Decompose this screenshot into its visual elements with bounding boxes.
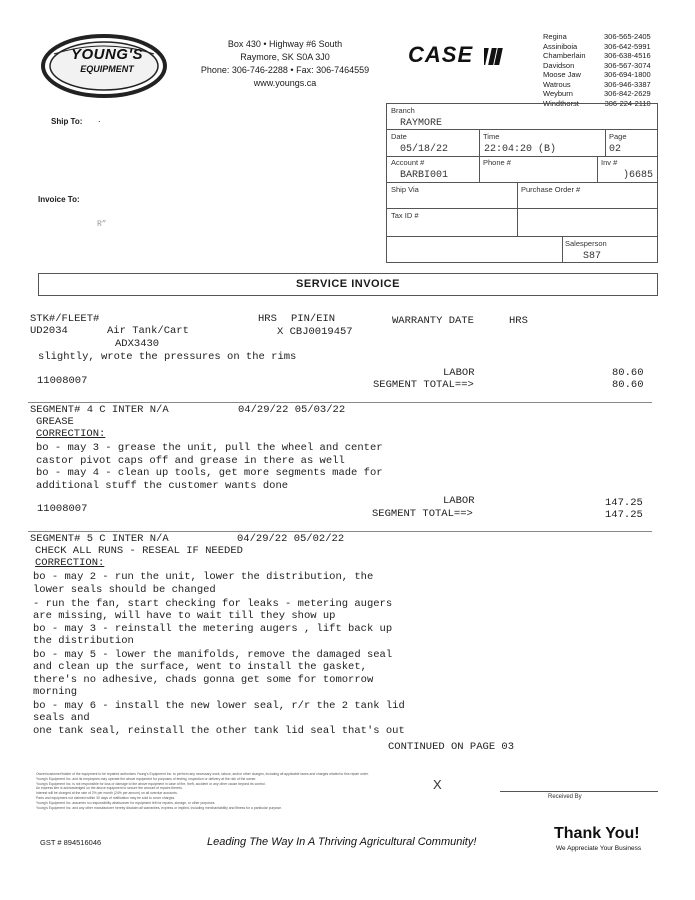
model-number: ADX3430 bbox=[115, 338, 160, 350]
segment-dates: 04/29/22 05/02/22 bbox=[237, 533, 345, 545]
carry-over-line: slightly, wrote the pressures on the rims bbox=[38, 351, 297, 363]
case-ih-mark-icon bbox=[484, 47, 508, 67]
inv-value: )6685 bbox=[623, 170, 654, 181]
section-divider bbox=[28, 531, 652, 532]
company-address bbox=[180, 38, 390, 90]
date-label: Date bbox=[391, 132, 407, 141]
correction-line: bo - may 3 - reinstall the metering augers , lift back up bbox=[33, 623, 393, 635]
correction-line: castor pivot caps off and grease in there as well bbox=[36, 455, 345, 467]
labor-amount: 80.60 bbox=[612, 367, 644, 379]
page-label: Page bbox=[609, 132, 627, 141]
location-name: Assiniboia bbox=[543, 41, 578, 51]
logo-text-primary: YOUNG'S bbox=[70, 46, 144, 63]
thank-you: Thank You! bbox=[554, 825, 640, 842]
page-value: 02 bbox=[609, 144, 622, 155]
website: www.youngs.ca bbox=[253, 78, 317, 88]
correction-line: seals and bbox=[33, 712, 90, 724]
labor-label: LABOR bbox=[443, 495, 475, 507]
time-value: 22:04:20 (B) bbox=[484, 144, 557, 155]
segment-total-label: SEGMENT TOTAL==> bbox=[372, 508, 473, 520]
ship-via-label: Ship Via bbox=[391, 185, 419, 194]
correction-line: additional stuff the customer wants done bbox=[36, 480, 289, 492]
terms-paragraph: Interest will be charged at the rate of 2% per month (24% per annum) on all overdue accounts. bbox=[36, 791, 178, 796]
correction-label: CORRECTION: bbox=[35, 557, 105, 569]
terms-paragraph: An express lien is acknowledged on the above equipment to secure the amount of repairs thereto. bbox=[36, 786, 183, 791]
labor-label: LABOR bbox=[443, 367, 475, 379]
phone-line: Phone: 306-746-2288 • Fax: 306-7464559 bbox=[200, 65, 370, 75]
salesperson-label: Salesperson bbox=[565, 239, 607, 248]
inv-label: Inv # bbox=[601, 158, 618, 167]
received-by-label: Received By bbox=[548, 794, 582, 800]
branch-value: RAYMORE bbox=[400, 118, 443, 129]
po-label: Purchase Order # bbox=[521, 185, 581, 194]
segment-header: SEGMENT# 4 C INTER N/A bbox=[30, 404, 169, 416]
pin-header: PIN/EIN bbox=[291, 313, 336, 325]
slogan: Leading The Way In A Thriving Agricultural Community! bbox=[207, 836, 477, 848]
terms-paragraph: Young's Equipment Inc. is not responsible for loss or damage to the above equipment in case of fire, theft, accident or any other cause beyond its control. bbox=[36, 781, 266, 786]
correction-line: bo - may 5 - lower the manifolds, remove the damaged seal bbox=[33, 649, 393, 661]
correction-line: are missing, will have to wait till they show up bbox=[33, 610, 336, 622]
correction-line: bo - may 6 - install the new lower seal, r/r the 2 tank lid bbox=[33, 700, 405, 712]
correction-line: bo - may 3 - grease the unit, pull the wheel and center bbox=[36, 442, 383, 454]
address-line1: Box 430 • Highway #6 South bbox=[227, 39, 343, 49]
correction-line: bo - may 2 - run the unit, lower the distribution, the bbox=[33, 571, 374, 583]
location-name: Watrous bbox=[543, 79, 571, 89]
correction-label: CORRECTION: bbox=[36, 428, 106, 440]
location-phone: 306-567-3074 bbox=[604, 60, 651, 70]
segment-dates: 04/29/22 05/03/22 bbox=[238, 404, 346, 416]
location-name: Chamberlain bbox=[543, 51, 586, 60]
invoice-to-value: R” bbox=[97, 220, 107, 229]
correction-line: one tank seal, reinstall the other tank lid seal that's out bbox=[33, 725, 405, 737]
continued-note: CONTINUED ON PAGE 03 bbox=[388, 741, 515, 753]
hrs2-header: HRS bbox=[509, 315, 528, 327]
address-line2: Raymore, SK S0A 3J0 bbox=[240, 52, 330, 62]
segment-code: 11008007 bbox=[37, 503, 88, 515]
tax-id-label: Tax ID # bbox=[391, 211, 419, 220]
location-phone: 306-224-2110 bbox=[604, 98, 651, 108]
terms-paragraph: Parts and equipment not claimed within 30 days of notification may be sold to cover charges. bbox=[36, 795, 176, 800]
location-phone: 306-946-3387 bbox=[604, 79, 651, 89]
gst-number: GST # 894516046 bbox=[40, 838, 102, 847]
invoice-to-label: Invoice To: bbox=[38, 195, 80, 204]
location-name: Weyburn bbox=[543, 89, 573, 98]
ship-to-label: Ship To: bbox=[51, 117, 83, 126]
location-phones bbox=[604, 32, 651, 108]
segment-total-label: SEGMENT TOTAL==> bbox=[373, 379, 474, 391]
signature-x-mark: X bbox=[433, 777, 442, 792]
warranty-date-header: WARRANTY DATE bbox=[392, 315, 474, 327]
location-name: Regina bbox=[543, 32, 567, 41]
segment-total: 80.60 bbox=[612, 379, 644, 391]
salesperson-value: S87 bbox=[583, 251, 602, 262]
terms-paragraph: Young's Equipment Inc. assumes no responsibility whatsoever for equipment left for repairs, storage, or other purposes. bbox=[36, 800, 216, 805]
location-phone: 306-565-2405 bbox=[604, 32, 651, 41]
location-phone: 306-694-1800 bbox=[604, 70, 651, 79]
correction-line: morning bbox=[33, 686, 78, 698]
terms-paragraph: Young's Equipment Inc. and its employees may operate the above equipment for purposes of testing, inspection or delivery at the risk of the owner. bbox=[36, 776, 257, 781]
invoice-header-box bbox=[386, 103, 658, 263]
segment-code: 11008007 bbox=[37, 375, 88, 387]
phone-label: Phone # bbox=[483, 158, 511, 167]
location-phone: 306-642-5991 bbox=[604, 41, 651, 51]
branch-label: Branch bbox=[391, 106, 415, 115]
thank-you-subtitle: We Appreciate Your Business bbox=[556, 845, 642, 852]
location-name: Davidson bbox=[543, 60, 575, 70]
received-by-line bbox=[500, 791, 658, 792]
terms-paragraph: Young's Equipment Inc. and any other manufacturer hereby disclaim all warranties, express or implied, including merchantability and fitness for a particular purpose. bbox=[36, 805, 282, 810]
date-value: 05/18/22 bbox=[400, 144, 449, 155]
segment-header: SEGMENT# 5 C INTER N/A bbox=[30, 533, 169, 545]
stk-header: STK#/FLEET# bbox=[30, 313, 100, 325]
logo-text-secondary: EQUIPMENT bbox=[80, 64, 134, 74]
correction-line: there's no adhesive, chads gonna get some for tomorrow bbox=[33, 674, 374, 686]
labor-amount: 147.25 bbox=[605, 497, 643, 509]
case-ih-logo: CASE bbox=[408, 42, 474, 67]
correction-line: lower seals should be changed bbox=[33, 584, 216, 596]
section-divider bbox=[28, 402, 652, 403]
account-value: BARBI001 bbox=[400, 170, 449, 181]
correction-line: bo - may 4 - clean up tools, get more segments made for bbox=[36, 467, 383, 479]
location-name: Windthorst bbox=[543, 98, 579, 108]
location-phone: 306-842-2629 bbox=[604, 89, 651, 98]
correction-line: the distribution bbox=[33, 635, 134, 647]
location-name: Moose Jaw bbox=[543, 70, 581, 79]
terms-fine-print bbox=[36, 772, 496, 810]
location-names bbox=[543, 32, 586, 108]
account-label: Account # bbox=[391, 158, 425, 167]
ship-to-value: . bbox=[98, 114, 101, 124]
stock-number: UD2034 bbox=[30, 325, 68, 337]
correction-line: - run the fan, start checking for leaks - metering augers bbox=[33, 598, 393, 610]
document-title: SERVICE INVOICE bbox=[296, 278, 400, 290]
terms-paragraph: Owner/customer/holder of the equipment to be repaired authorizes Young's Equipment Inc. to perform any necessary work, labour, and/or other charges, including all applicable taxes and charges related to this repair order. bbox=[36, 772, 369, 776]
segment-total: 147.25 bbox=[605, 509, 643, 521]
hrs-header: HRS bbox=[258, 313, 277, 325]
time-label: Time bbox=[483, 132, 500, 141]
correction-line: and clean up the surface, went to install the gasket, bbox=[33, 661, 367, 673]
unit-description: Air Tank/Cart bbox=[107, 325, 189, 337]
location-phone: 306-638-4516 bbox=[604, 51, 651, 60]
segment-job: GREASE bbox=[36, 416, 74, 428]
segment-job: CHECK ALL RUNS - RESEAL IF NEEDED bbox=[35, 545, 243, 557]
pin-value: X CBJ0019457 bbox=[277, 326, 353, 338]
